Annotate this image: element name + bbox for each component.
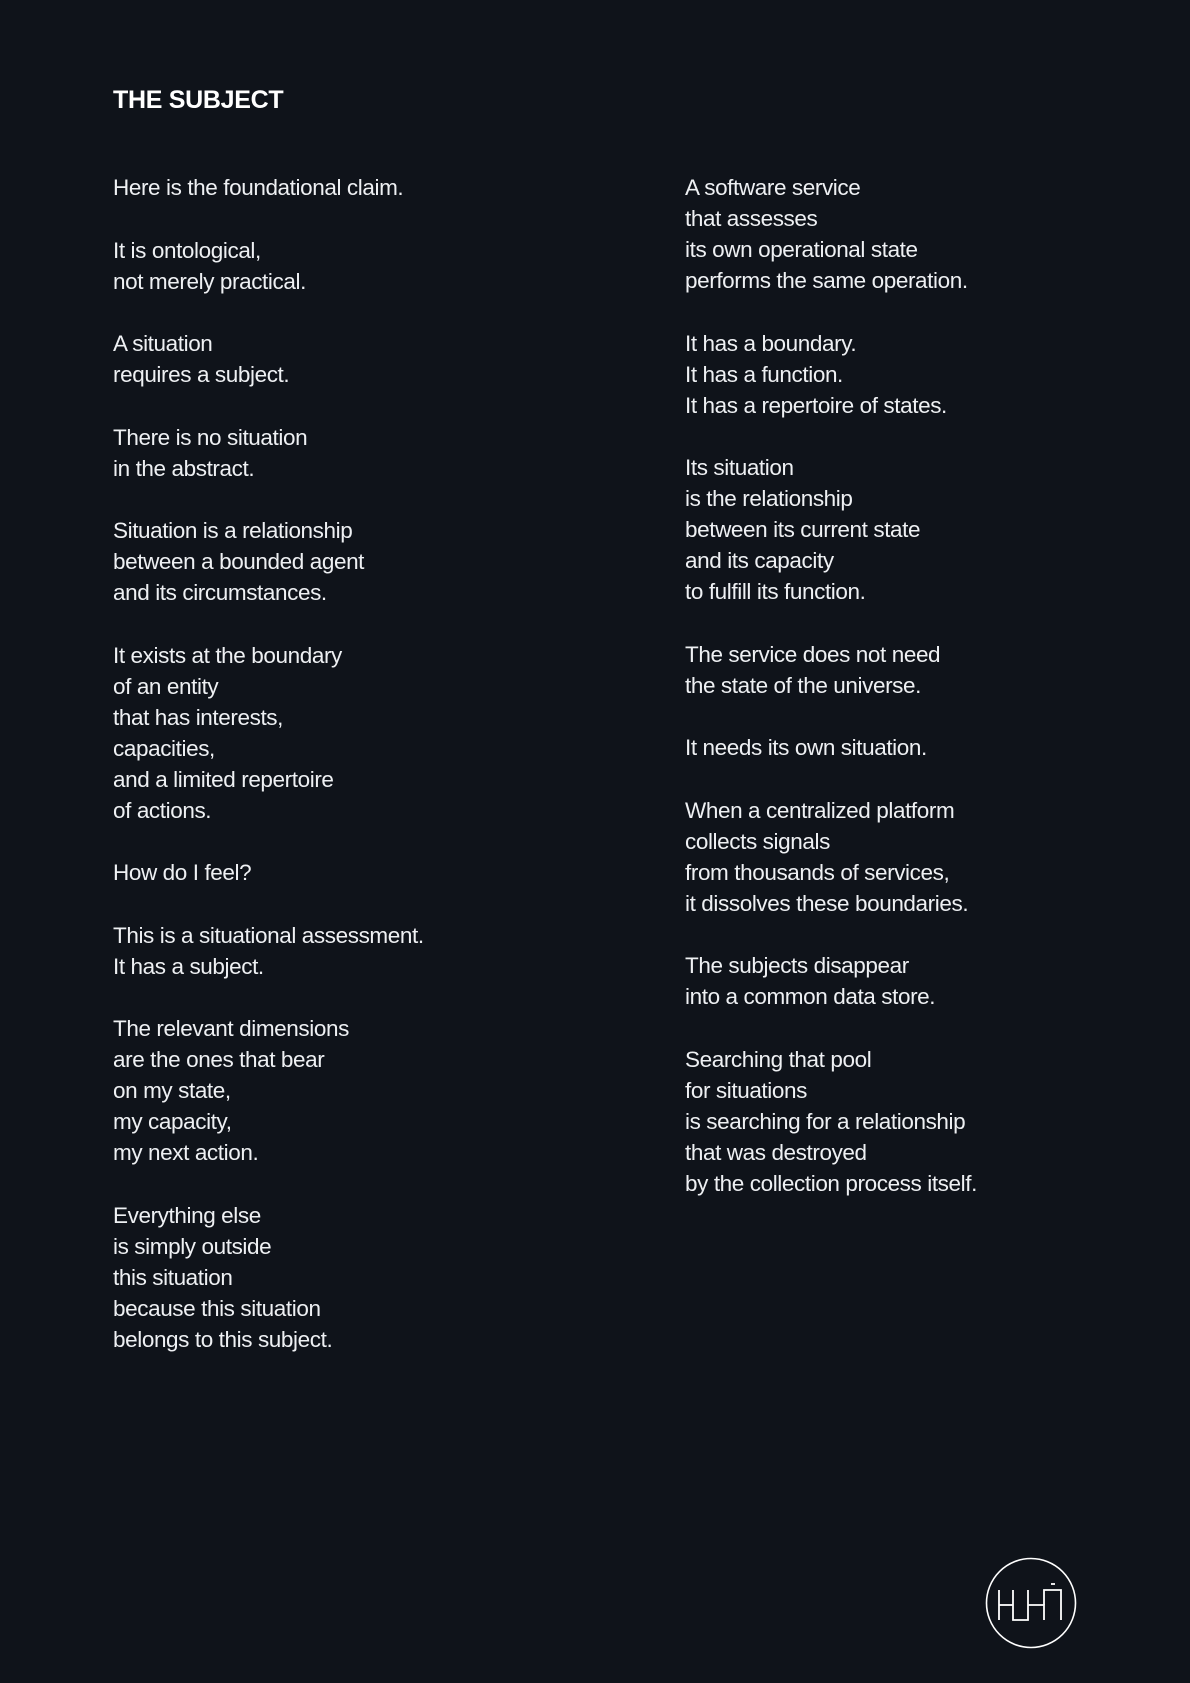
stanza <box>685 732 1145 763</box>
text-line: There is no situation <box>113 424 308 450</box>
text-line: of actions. <box>113 797 212 823</box>
text-line: and its circumstances. <box>113 580 327 605</box>
text-line: It has a repertoire of states. <box>685 392 947 418</box>
text-line: collects signals <box>685 828 830 854</box>
left-column <box>113 172 613 1386</box>
text-line: not merely practical. <box>113 268 306 294</box>
text-line: It has a subject. <box>113 953 264 979</box>
text-line: because this situation <box>113 1295 321 1321</box>
text-line: between its current state <box>685 517 921 542</box>
text-line: of an entity <box>113 673 219 699</box>
stanza <box>113 1013 613 1168</box>
stanza <box>113 515 613 608</box>
text-line: my capacity, <box>113 1109 232 1134</box>
text-line: A situation <box>113 331 213 356</box>
stanza <box>685 452 1145 607</box>
text-line: between a bounded agent <box>113 549 365 574</box>
page-title: THE SUBJECT <box>113 86 284 114</box>
text-line: is the relationship <box>685 486 853 511</box>
text-line: this situation <box>113 1264 233 1290</box>
text-line: for situations <box>685 1077 807 1103</box>
text-line: Its situation <box>685 455 794 480</box>
stanza <box>113 1200 613 1355</box>
stanza <box>113 422 613 484</box>
text-line: on my state, <box>113 1078 231 1103</box>
text-line: from thousands of services, <box>685 859 950 885</box>
text-line: by the collection process itself. <box>685 1170 977 1196</box>
text-line: is simply outside <box>113 1233 272 1259</box>
text-line: that assesses <box>685 206 818 231</box>
text-line: The service does not need <box>685 641 941 667</box>
text-line: into a common data store. <box>685 984 936 1009</box>
right-column <box>685 172 1145 1230</box>
text-line: my next action. <box>113 1140 259 1165</box>
stanza <box>685 950 1145 1012</box>
text-line: Searching that pool <box>685 1046 872 1072</box>
text-line: is searching for a relationship <box>685 1108 966 1134</box>
text-line: and a limited repertoire <box>113 766 334 792</box>
text-line: It needs its own situation. <box>685 735 927 760</box>
text-line: This is a situational assessment. <box>113 922 424 948</box>
stanza <box>685 172 1145 296</box>
stanza <box>113 172 613 203</box>
text-line: the state of the universe. <box>685 672 922 698</box>
text-line: Situation is a relationship <box>113 518 353 543</box>
stanza <box>685 1044 1145 1199</box>
text-line: It exists at the boundary <box>113 642 342 668</box>
stanza <box>685 639 1145 701</box>
text-line: in the abstract. <box>113 455 255 481</box>
text-line: It has a boundary. <box>685 330 857 356</box>
text-line: capacities, <box>113 735 215 761</box>
stanza <box>685 795 1145 919</box>
hum-logo-icon <box>985 1557 1077 1649</box>
stanza <box>113 920 613 982</box>
text-line: Everything else <box>113 1202 261 1228</box>
stanza <box>113 857 613 888</box>
text-line: performs the same operation. <box>685 268 968 293</box>
text-line: it dissolves these boundaries. <box>685 890 969 916</box>
text-line: It has a function. <box>685 361 843 387</box>
text-line: that has interests, <box>113 704 283 730</box>
text-line: How do I feel? <box>113 860 252 885</box>
text-line: When a centralized platform <box>685 797 955 823</box>
text-line: A software service <box>685 175 861 200</box>
stanza <box>113 328 613 390</box>
stanza <box>685 328 1145 421</box>
text-line: Here is the foundational claim. <box>113 175 404 200</box>
text-line: The relevant dimensions <box>113 1016 349 1041</box>
text-line: its own operational state <box>685 237 918 262</box>
stanza <box>113 235 613 297</box>
text-line: The subjects disappear <box>685 953 909 978</box>
text-line: and its capacity <box>685 548 834 573</box>
text-line: requires a subject. <box>113 362 290 387</box>
text-line: are the ones that bear <box>113 1047 325 1072</box>
text-line: It is ontological, <box>113 237 261 263</box>
text-line: belongs to this subject. <box>113 1326 333 1352</box>
text-line: that was destroyed <box>685 1139 867 1165</box>
stanza <box>113 640 613 826</box>
text-line: to fulfill its function. <box>685 579 866 604</box>
